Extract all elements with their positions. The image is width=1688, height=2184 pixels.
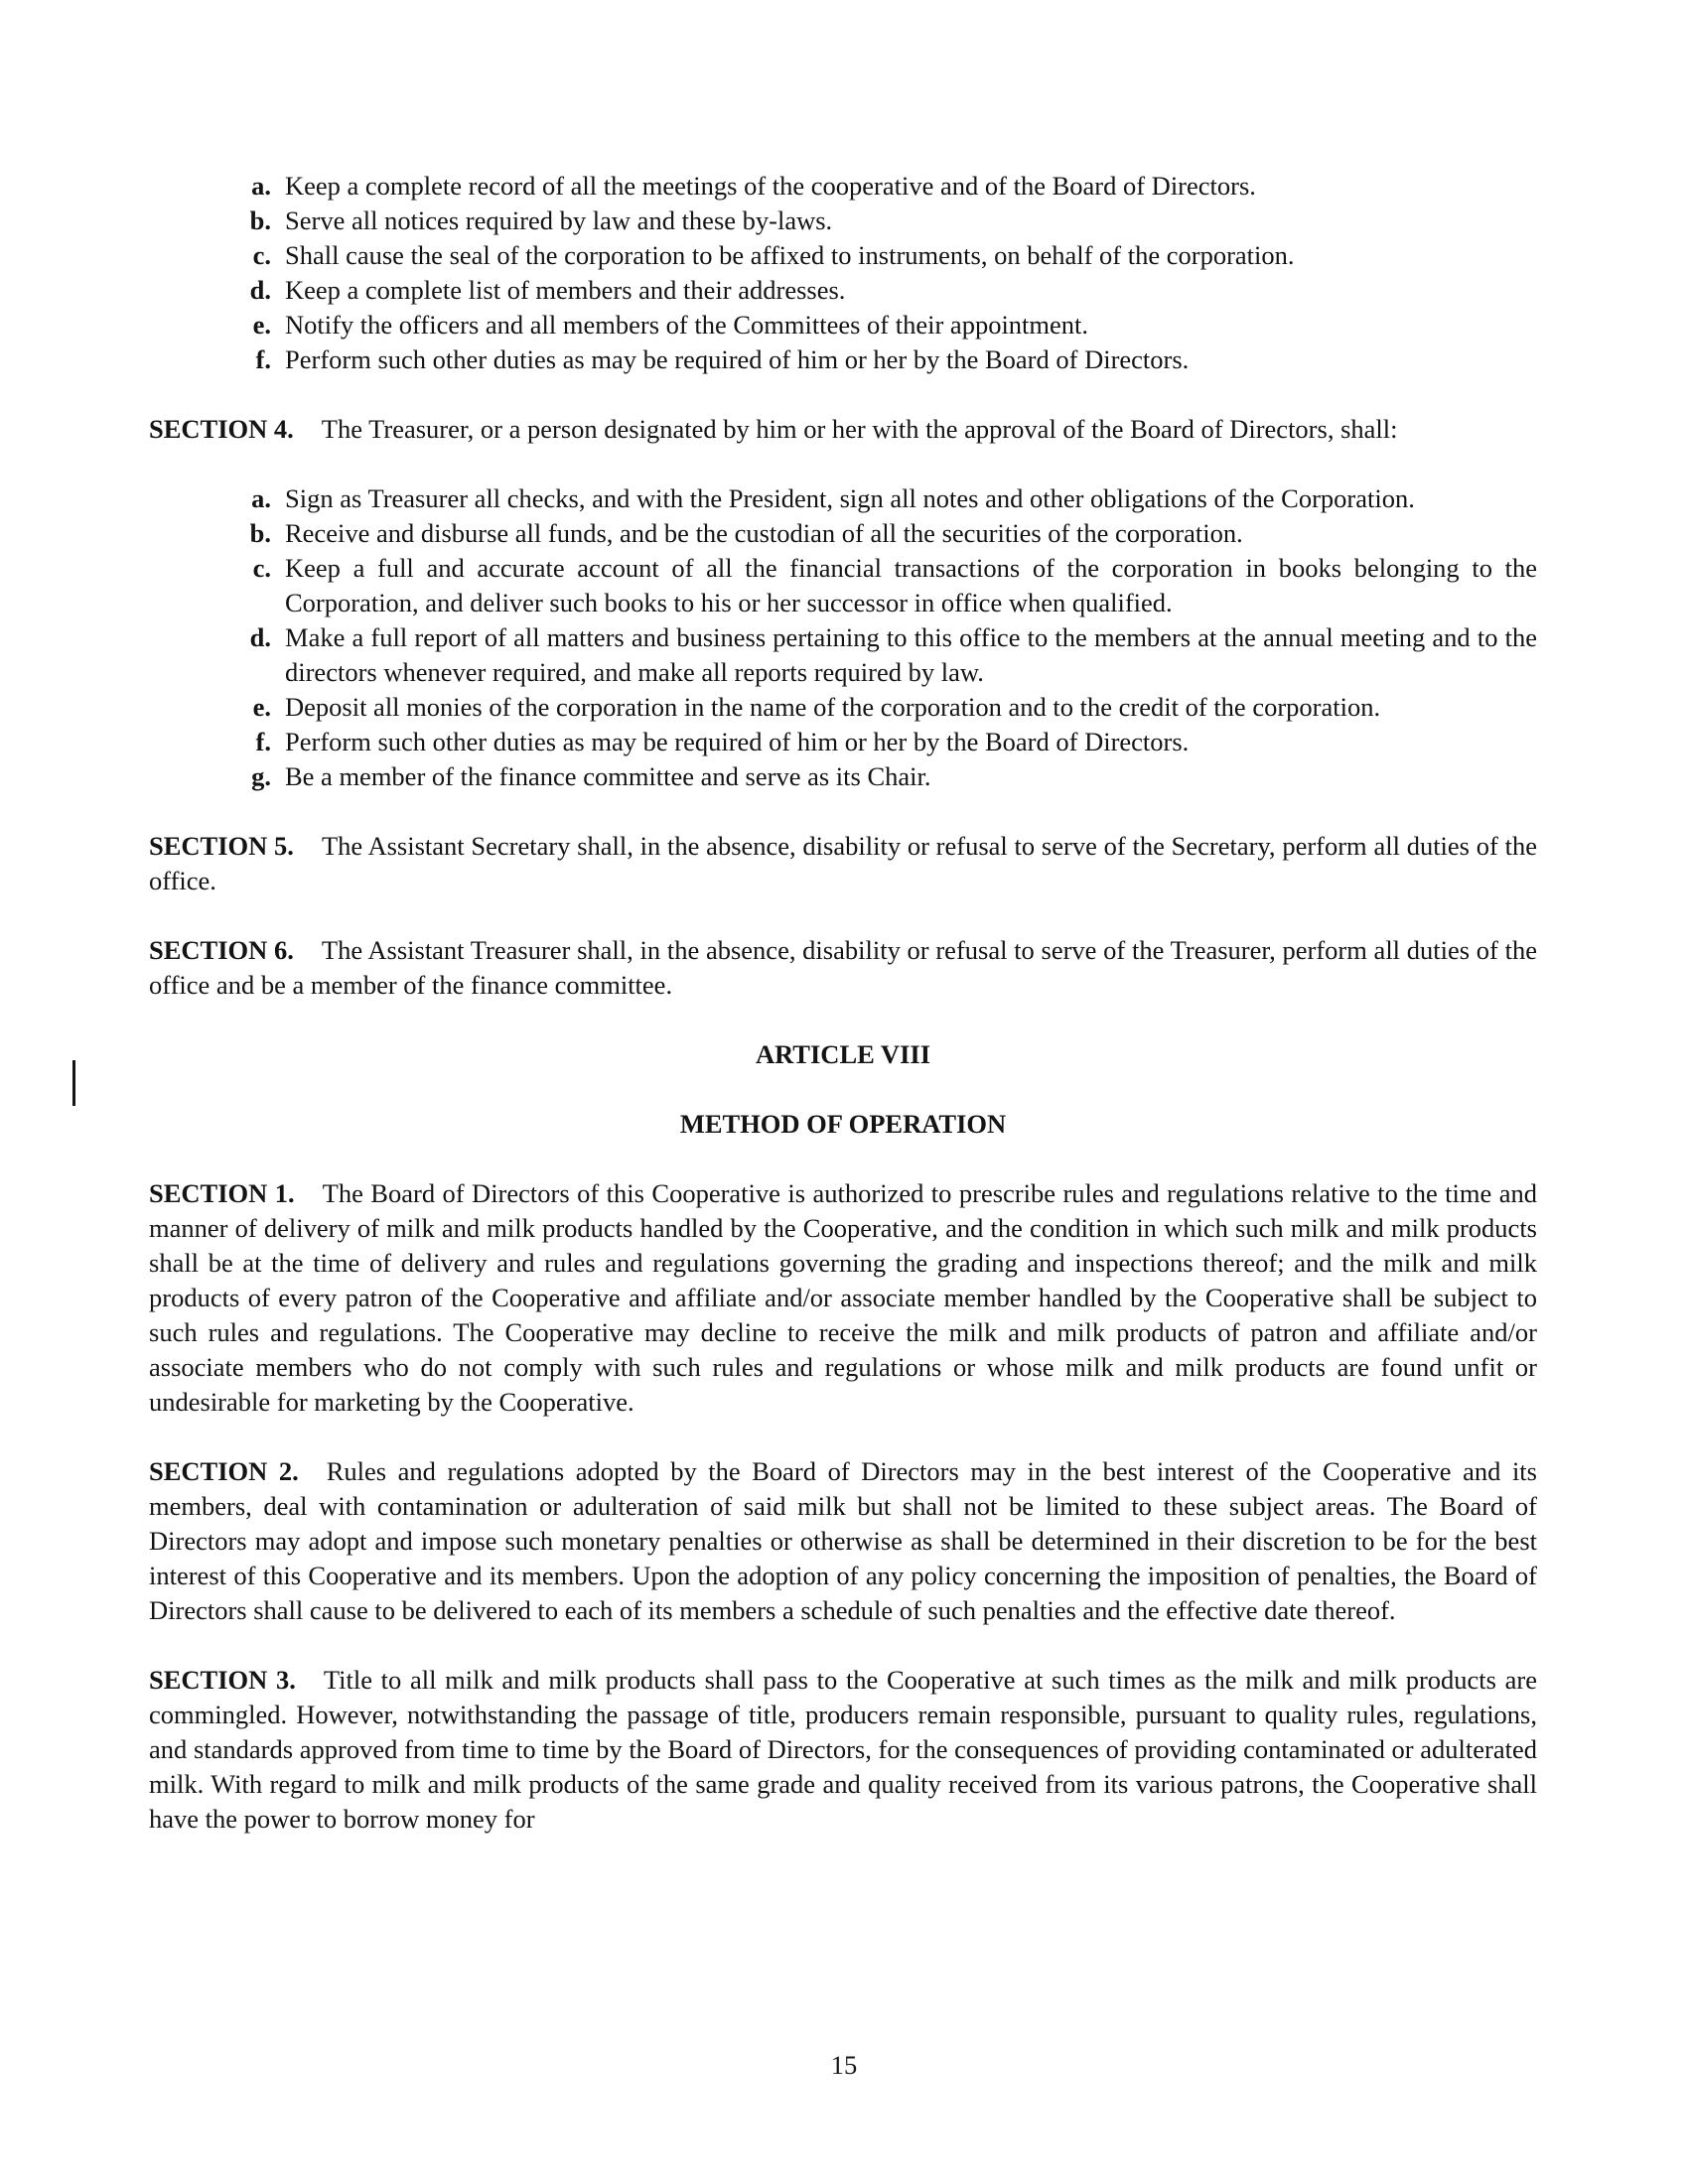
list-item (240, 551, 1537, 620)
list-item (240, 204, 1537, 238)
document-page (149, 169, 1537, 1837)
list-item (240, 620, 1537, 690)
spacer (149, 447, 1537, 481)
item-letter: f. (255, 727, 271, 756)
article-8-section-1 (149, 1176, 1537, 1420)
item-letter: e. (252, 692, 271, 722)
list-item (240, 308, 1537, 342)
item-text: Keep a complete record of all the meetings of the cooperative and of the Board of Directors. (285, 171, 1256, 201)
article-title: METHOD OF OPERATION (679, 1109, 1007, 1139)
list-item (240, 238, 1537, 273)
section-text: Title to all milk and milk products shall pass to the Cooperative at such times as the milk and milk products are commingled. However, notwithstanding the passage of title, producers remain responsible, pursuant to quality rules, regulations, and standards approved from time to time by the Board of Directors, for the consequences of providing contaminated or adulterated milk. With regard to milk and milk products of the same grade and quality received from its various patrons, the Cooperative shall have the power to borrow money for (149, 1665, 1537, 1834)
item-text: Make a full report of all matters and business pertaining to this office to the members at the annual meeting and to the directors whenever required, and make all reports required by law. (285, 622, 1537, 687)
item-letter: c. (252, 553, 271, 583)
list-item (240, 481, 1537, 516)
list-item (240, 690, 1537, 725)
item-letter: c. (252, 240, 271, 270)
item-text: Be a member of the finance committee and serve as its Chair. (285, 761, 931, 791)
section-text: The Board of Directors of this Cooperative is authorized to prescribe rules and regulations relative to the time and manner of delivery of milk and milk products handled by the Cooperative, and the condition in which such milk and milk products shall be at the time of delivery and rules and regulations governing the grading and inspections thereof; and the milk and milk products of every patron of the Cooperative and affiliate and/or associate member handled by the Cooperative shall be subject to such rules and regulations. The Cooperative may decline to receive the milk and milk products of patron and affiliate and/or associate members who do not comply with such rules and regulations or whose milk and milk products are found unfit or undesirable for marketing by the Cooperative. (149, 1178, 1538, 1417)
section-text: The Assistant Secretary shall, in the absence, disability or refusal to serve of the Secretary, perform all duties of the office. (149, 831, 1537, 895)
spacer (149, 377, 1537, 412)
item-text: Notify the officers and all members of the Committees of their appointment. (285, 310, 1089, 340)
spacer (149, 1072, 1537, 1107)
page-number: 15 (830, 2050, 858, 2080)
section-6-paragraph (149, 933, 1537, 1003)
spacer (149, 794, 1537, 829)
item-text: Perform such other duties as may be required of him or her by the Board of Directors. (285, 344, 1190, 374)
spacer (149, 1003, 1537, 1037)
item-text: Keep a complete list of members and their addresses. (285, 275, 846, 305)
list-item (240, 759, 1537, 794)
item-letter: a. (251, 483, 271, 513)
section-4-paragraph (149, 412, 1537, 447)
section-label: SECTION 3. (149, 1665, 296, 1695)
spacer (149, 898, 1537, 933)
list-item (240, 516, 1537, 551)
item-text: Deposit all monies of the corporation in the name of the corporation and to the credit of the corporation. (285, 692, 1381, 722)
list-item (240, 725, 1537, 759)
section-label: SECTION 4. (149, 414, 294, 444)
item-letter: d. (249, 275, 271, 305)
spacer (149, 1420, 1537, 1454)
spacer (149, 1142, 1537, 1176)
item-text: Keep a full and accurate account of all the financial transactions of the corporation in books belonging to the Corporation, and deliver such books to his or her successor in office when qualified. (285, 553, 1537, 617)
article-8-section-2 (149, 1454, 1537, 1628)
item-letter: a. (251, 171, 271, 201)
section-text: Rules and regulations adopted by the Board of Directors may in the best interest of the Cooperative and its members, deal with contamination or adulteration of said milk but shall not be limited to these subject areas. The Board of Directors may adopt and impose such monetary penalties or otherwise as shall be determined in their discretion to be for the best interest of this Cooperative and its members. Upon the adoption of any policy concerning the imposition of penalties, the Board of Directors shall cause to be delivered to each of its members a schedule of such penalties and the effective date thereof. (149, 1456, 1537, 1625)
revision-change-bar (72, 1060, 75, 1106)
item-text: Shall cause the seal of the corporation to be affixed to instruments, on behalf of the corporation. (285, 240, 1295, 270)
item-letter: e. (252, 310, 271, 340)
article-8-section-3 (149, 1663, 1537, 1837)
article-number: ARTICLE VIII (755, 1039, 931, 1069)
list-item (240, 273, 1537, 308)
section-text: The Assistant Treasurer shall, in the absence, disability or refusal to serve of the Treasurer, perform all duties of the office and be a member of the finance committee. (149, 935, 1537, 1000)
item-text: Sign as Treasurer all checks, and with the President, sign all notes and other obligations of the Corporation. (285, 483, 1415, 513)
spacer (149, 1628, 1537, 1663)
section-label: SECTION 6. (149, 935, 294, 965)
list-item (240, 169, 1537, 204)
section-label: SECTION 2. (149, 1456, 299, 1486)
list-item (240, 342, 1537, 377)
item-text: Perform such other duties as may be required of him or her by the Board of Directors. (285, 727, 1190, 756)
item-letter: d. (249, 622, 271, 652)
item-text: Receive and disburse all funds, and be the custodian of all the securities of the corporation. (285, 518, 1243, 548)
item-letter: b. (249, 205, 271, 235)
item-letter: g. (251, 761, 271, 791)
section-label: SECTION 1. (149, 1178, 295, 1208)
section-text: The Treasurer, or a person designated by him or her with the approval of the Board of Directors, shall: (321, 414, 1398, 444)
secretary-duties-list (240, 169, 1537, 377)
section-5-paragraph (149, 829, 1537, 898)
section-label: SECTION 5. (149, 831, 294, 861)
item-letter: b. (249, 518, 271, 548)
treasurer-duties-list (240, 481, 1537, 794)
item-letter: f. (255, 344, 271, 374)
item-text: Serve all notices required by law and these by-laws. (285, 205, 833, 235)
